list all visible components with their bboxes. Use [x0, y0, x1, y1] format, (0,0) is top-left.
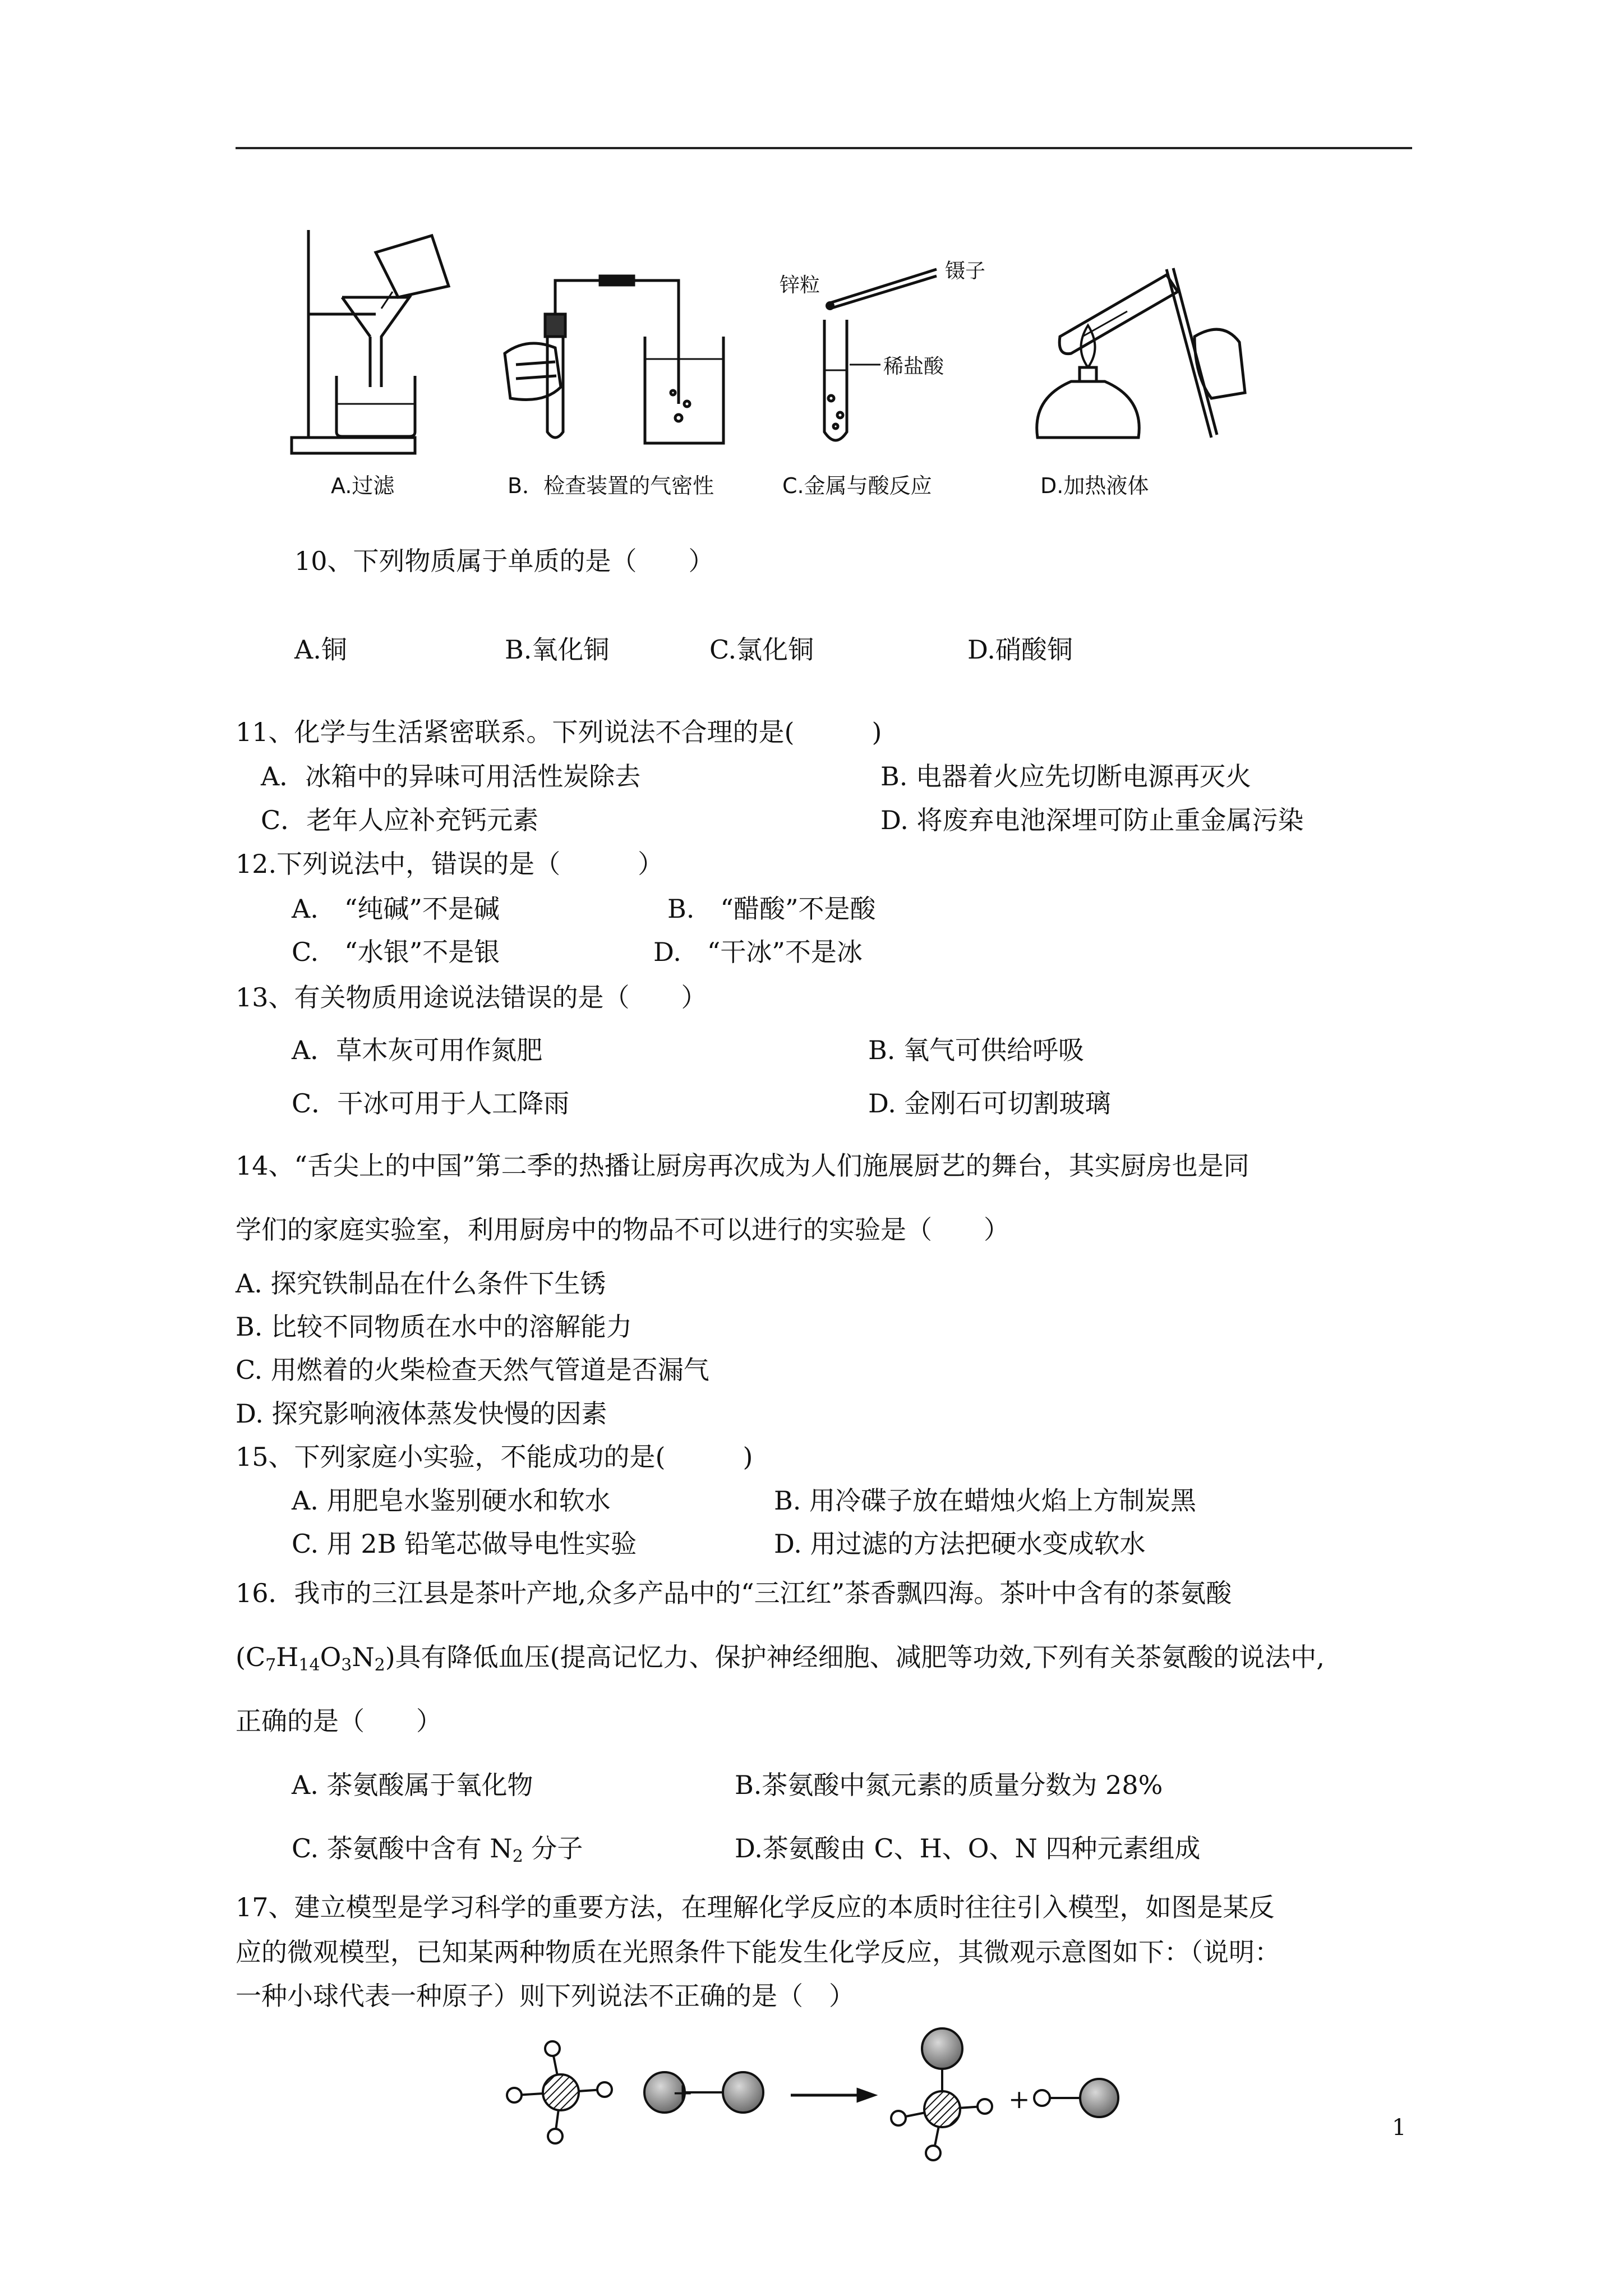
q13-option-c: C．干冰可用于人工降雨: [292, 1088, 570, 1119]
q15-option-b: B. 用冷碟子放在蜡烛火焰上方制炭黑: [774, 1485, 1197, 1516]
figure-c-caption: C.金属与酸反应: [782, 473, 932, 498]
q10-option-d: D.硝酸铜: [967, 634, 1073, 665]
q16-option-d: D.茶氨酸由 C、H、O、N 四种元素组成: [735, 1833, 1201, 1864]
q14-stem-line2: 学们的家庭实验室，利用厨房中的物品不可以进行的实验是（ ）: [236, 1214, 1009, 1245]
q14-option-d: D. 探究影响液体蒸发快慢的因素: [236, 1398, 607, 1429]
q13-option-d: D. 金刚石可切割玻璃: [868, 1088, 1111, 1119]
figure-b-caption: B．检查装置的气密性: [508, 473, 714, 498]
page-number: 1: [1392, 2115, 1407, 2141]
tweezers-icon: [830, 269, 937, 309]
label-tweezers: 镊子: [945, 260, 986, 283]
figure-d-heating-liquid: [1026, 252, 1262, 460]
q11-option-c: C．老年人应补充钙元素: [261, 805, 539, 835]
q16-stem-line1: 16．我市的三江县是茶叶产地,众多产品中的“三江红”茶香飘四海。茶叶中含有的茶氨酸: [236, 1578, 1232, 1608]
test-tube-holder-icon: [1166, 268, 1217, 438]
q16-stem-line3: 正确的是（ ）: [236, 1706, 442, 1736]
header-rule: [236, 147, 1412, 149]
figure-a-caption: A.过滤: [331, 473, 395, 498]
q15-option-c: C. 用 2B 铅笔芯做导电性实验: [292, 1529, 637, 1559]
reaction-arrow-icon: [791, 2090, 874, 2101]
test-tube-icon: [1059, 275, 1178, 354]
figure-a-filtration: [280, 224, 482, 460]
q17-stem-line2: 应的微观模型，已知某两种物质在光照条件下能发生化学反应，其微观示意图如下：（说明：: [236, 1937, 1280, 1967]
figure-b-airtightness: [494, 264, 740, 454]
label-dilute-hcl: 稀盐酸: [883, 355, 944, 378]
figure-d-caption: D.加热液体: [1040, 473, 1149, 498]
q10-option-c: C.氯化铜: [709, 634, 814, 665]
q12-option-c: C. “水银”不是银: [292, 937, 500, 967]
q16-option-b: B.茶氨酸中氮元素的质量分数为 28%: [735, 1770, 1163, 1800]
iron-stand-icon: [292, 230, 415, 453]
q12-option-b: B. “醋酸”不是酸: [667, 894, 876, 924]
test-tube-icon: [824, 320, 847, 440]
molecule-product-diatomic-icon: [1034, 2079, 1118, 2117]
hand-icon: [505, 343, 561, 400]
q12-option-a: A. “纯碱”不是碱: [292, 894, 500, 924]
beaker-icon: [336, 376, 415, 436]
q14-stem-line1: 14、“舌尖上的中国”第二季的热播让厨房再次成为人们施展厨艺的舞台，其实厨房也是同: [236, 1151, 1249, 1181]
q13-option-a: A．草木灰可用作氮肥: [292, 1035, 543, 1065]
molecule-product-substituted-icon: [891, 2028, 992, 2160]
reaction-model-diagram: [499, 2019, 1138, 2165]
q15-stem: 15、下列家庭小实验，不能成功的是( ): [236, 1442, 753, 1472]
funnel-icon: [342, 297, 409, 387]
q11-option-b: B. 电器着火应先切断电源再灭火: [880, 761, 1252, 792]
hand-icon: [1195, 329, 1245, 398]
q15-option-d: D. 用过滤的方法把硬水变成软水: [774, 1529, 1146, 1559]
q16-option-a: A. 茶氨酸属于氧化物: [292, 1770, 533, 1800]
q11-option-a: A．冰箱中的异味可用活性炭除去: [261, 761, 641, 792]
q10-option-b: B.氧化铜: [505, 634, 610, 665]
q17-stem-line1: 17、建立模型是学习科学的重要方法，在理解化学反应的本质时往往引入模型，如图是某反: [236, 1892, 1275, 1922]
q14-option-c: C. 用燃着的火柴检查天然气管道是否漏气: [236, 1355, 709, 1385]
q16-stem-line2: $(C_7H_{14}O_3N_2)$具有降低血压(提高记忆力、保护神经细胞、减肥等功效,下列有关茶氨酸的说法中,: [236, 1642, 1325, 1675]
q10-option-a: A.铜: [294, 634, 347, 665]
q14-option-a: A. 探究铁制品在什么条件下生锈: [236, 1268, 606, 1299]
q12-stem: 12.下列说法中，错误的是（ ）: [236, 849, 664, 879]
q11-option-d: D. 将废弃电池深埋可防止重金属污染: [880, 805, 1304, 835]
water-beaker-icon: [645, 337, 723, 443]
q13-stem: 13、有关物质用途说法错误的是（ ）: [236, 982, 707, 1013]
molecule-diatomic-large-icon: [644, 2072, 763, 2113]
plus-sign-2: +: [1008, 2084, 1030, 2114]
plus-sign-1: +: [672, 2077, 694, 2108]
q14-option-b: B. 比较不同物质在水中的溶解能力: [236, 1312, 633, 1342]
molecule-methane-like-icon: [507, 2041, 612, 2143]
q13-option-b: B. 氧气可供给呼吸: [868, 1035, 1085, 1065]
q10-stem: 10、下列物质属于单质的是（ ）: [294, 546, 714, 576]
q12-option-d: D. “干冰”不是冰: [653, 937, 863, 967]
q11-stem: 11、化学与生活紧密联系。下列说法不合理的是( ): [236, 717, 882, 747]
q17-stem-line3: 一种小球代表一种原子）则下列说法不正确的是（ ）: [236, 1981, 855, 2011]
delivery-tube-icon: [555, 276, 679, 404]
formula-prefix: (C: [236, 1642, 266, 1672]
q15-option-a: A. 用肥皂水鉴别硬水和软水: [292, 1485, 611, 1516]
label-zinc: 锌粒: [780, 274, 820, 297]
q16-option-c: C. 茶氨酸中含有 $N_2$ 分子: [292, 1833, 583, 1866]
zinc-granule-icon: [826, 301, 834, 310]
